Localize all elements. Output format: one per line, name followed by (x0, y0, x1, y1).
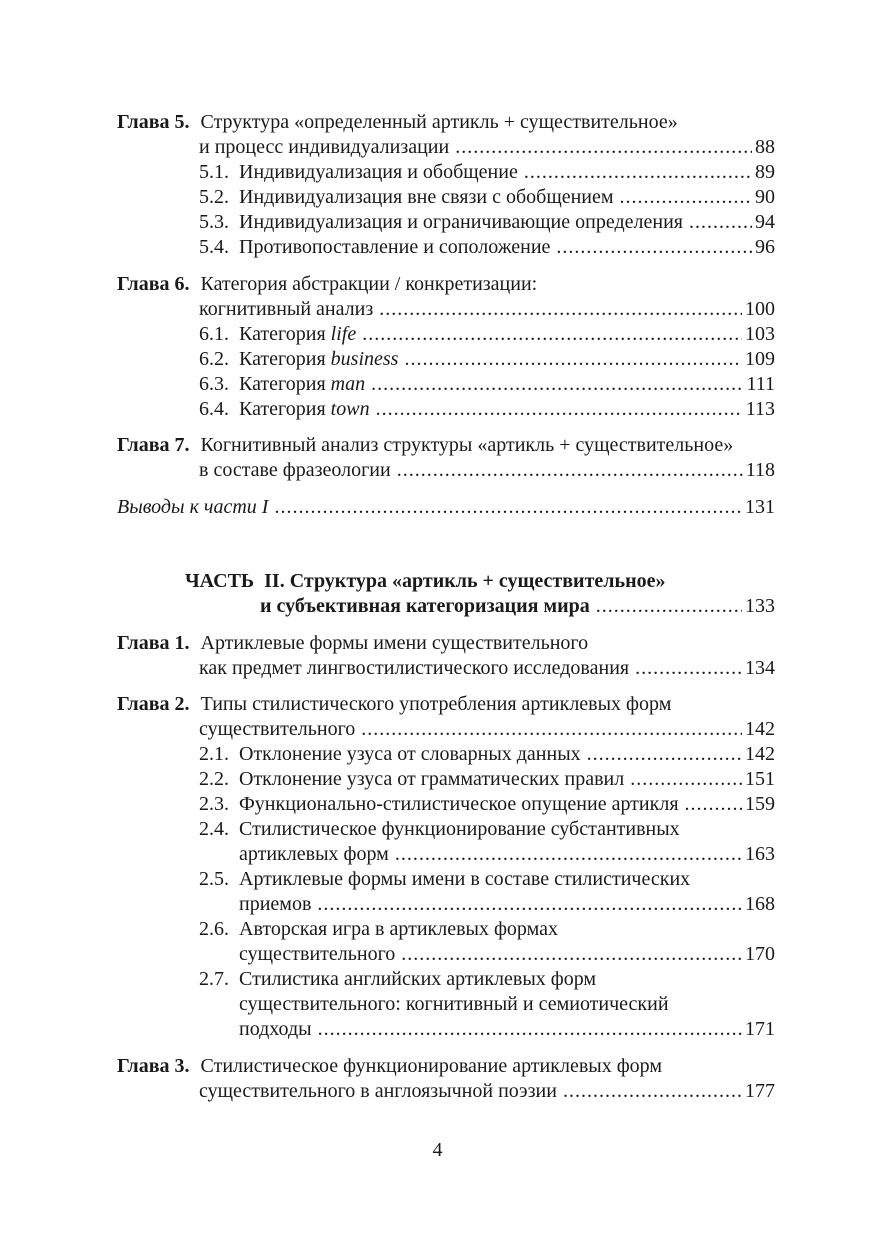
entry-title: Индивидуализация и обобщение (239, 161, 518, 183)
section-number: 5.1. (199, 161, 229, 183)
chapter-label: Глава 6. (117, 273, 190, 295)
chapter-title: Категория абстракции / конкретизации: (200, 273, 538, 295)
toc-entry-head (199, 917, 558, 942)
section-number: 2.6. (199, 918, 229, 940)
chapter-label: Глава 3. (117, 1055, 190, 1077)
entry-title: Отклонение узуса от словарных данных (239, 743, 581, 765)
entry-title: Функционально-стилистическое опущение артикля (239, 793, 679, 815)
chapter-label: Глава 1. (117, 632, 190, 654)
toc-entry[interactable] (239, 942, 775, 967)
page-ref: 96 (755, 236, 775, 258)
chapter-title: Артиклевые формы имени существительного (200, 632, 589, 654)
entry-title: Авторская игра в артиклевых формах (239, 918, 559, 940)
dot-leader (317, 892, 742, 917)
toc-entry-head (199, 817, 680, 842)
part-2-heading (185, 569, 665, 594)
page-ref: 90 (755, 186, 775, 208)
toc-entry[interactable] (199, 1079, 775, 1104)
page-ref: 131 (745, 496, 775, 518)
dot-leader (395, 842, 742, 867)
page-ref: 142 (745, 718, 775, 740)
entry-term: life (330, 323, 357, 345)
entry-title: существительного: когнитивный и семиотический (239, 993, 669, 1015)
toc-entry[interactable] (199, 372, 775, 397)
section-number: 5.2. (199, 186, 229, 208)
page-ref: 89 (755, 161, 775, 183)
toc-chapter-6 (117, 272, 537, 297)
toc-entry-head (199, 967, 596, 992)
entry-title: и процесс индивидуализации (199, 136, 450, 158)
chapter-label: Глава 5. (117, 111, 190, 133)
toc-chapter-2 (117, 692, 671, 717)
toc-chapter-3 (117, 1054, 662, 1079)
toc-entry[interactable] (260, 594, 775, 619)
dot-leader (685, 792, 742, 817)
page-ref: 142 (745, 743, 775, 765)
entry-title: Стилистическое функционирование субстантивных (239, 818, 680, 840)
toc-entry[interactable] (199, 185, 775, 210)
dot-leader (361, 717, 742, 742)
dot-leader (397, 458, 743, 483)
toc-entry-head (199, 867, 690, 892)
entry-title: в составе фразеологии (199, 459, 391, 481)
toc-entry[interactable] (199, 347, 775, 372)
toc-entry[interactable] (239, 842, 775, 867)
page-ref: 94 (755, 211, 775, 233)
toc-conclusions[interactable] (117, 495, 775, 520)
page-ref: 151 (745, 768, 775, 790)
entry-title: существительного (239, 943, 396, 965)
dot-leader (274, 495, 742, 520)
page-ref: 159 (745, 793, 775, 815)
page-ref: 163 (745, 843, 775, 865)
section-number: 2.1. (199, 743, 229, 765)
part-subtitle: и субъективная категоризация мира (260, 595, 590, 617)
entry-title: Противопоставление и соположение (239, 236, 551, 258)
dot-leader (455, 135, 752, 160)
section-number: 2.3. (199, 793, 229, 815)
toc-entry[interactable] (199, 717, 775, 742)
entry-title: Категория (239, 323, 326, 345)
dot-leader (318, 1017, 742, 1042)
dot-leader (379, 297, 742, 322)
section-number: 2.7. (199, 968, 229, 990)
dot-leader (371, 372, 743, 397)
toc-chapter-5 (117, 110, 678, 135)
page-ref: 113 (745, 398, 775, 420)
dot-leader (376, 397, 743, 422)
dot-leader (587, 742, 742, 767)
toc-chapter-1 (117, 631, 588, 656)
section-number: 6.3. (199, 373, 229, 395)
toc-entry-line (239, 992, 669, 1017)
toc-entry[interactable] (199, 397, 775, 422)
dot-leader (362, 322, 742, 347)
section-number: 2.2. (199, 768, 229, 790)
page-ref: 177 (745, 1080, 775, 1102)
chapter-title: Структура «определенный артикль + существительное» (200, 111, 678, 133)
entry-term: business (330, 348, 399, 370)
section-number: 6.4. (199, 398, 229, 420)
section-number: 5.3. (199, 211, 229, 233)
entry-title: артиклевых форм (239, 843, 389, 865)
toc-entry[interactable] (199, 235, 775, 260)
entry-title: как предмет лингвостилистического исследования (199, 657, 630, 679)
entry-title: Категория (239, 398, 326, 420)
entry-title: Отклонение узуса от грамматических правил (239, 768, 625, 790)
entry-term: town (330, 398, 370, 420)
page-number: 4 (432, 1139, 443, 1161)
section-number: 5.4. (199, 236, 229, 258)
entry-title: Индивидуализация вне связи с обобщением (239, 186, 614, 208)
part-title: ЧАСТЬ II. Структура «артикль + существительное» (185, 570, 666, 592)
entry-title: Индивидуализация и ограничивающие определения (239, 211, 683, 233)
page-ref: 100 (745, 298, 775, 320)
entry-title: Стилистика английских артиклевых форм (239, 968, 597, 990)
page-ref: 134 (745, 657, 775, 679)
chapter-label: Глава 7. (117, 434, 190, 456)
toc-entry[interactable] (199, 297, 775, 322)
toc-entry[interactable] (199, 742, 775, 767)
dot-leader (524, 160, 752, 185)
chapter-title: Стилистическое функционирование артиклевых форм (200, 1055, 663, 1077)
toc-entry[interactable] (199, 458, 775, 483)
page-ref: 170 (745, 943, 775, 965)
dot-leader (596, 594, 742, 619)
toc-entry[interactable] (199, 135, 775, 160)
dot-leader (401, 942, 742, 967)
chapter-title: Типы стилистического употребления артиклевых форм (200, 693, 672, 715)
chapter-label: Глава 2. (117, 693, 190, 715)
page-ref: 103 (745, 323, 775, 345)
entry-title: Артиклевые формы имени в составе стилистических (239, 868, 691, 890)
toc-entry[interactable] (199, 792, 775, 817)
entry-title: приемов (239, 893, 312, 915)
entry-title: подходы (239, 1018, 312, 1040)
entry-title: Категория (239, 348, 326, 370)
entry-title: когнитивный анализ (199, 298, 374, 320)
page-ref: 88 (755, 136, 775, 158)
chapter-title: Когнитивный анализ структуры «артикль + существительное» (200, 434, 734, 456)
toc-entry[interactable] (199, 322, 775, 347)
toc-entry[interactable] (199, 767, 775, 792)
dot-leader (404, 347, 742, 372)
entry-term: man (330, 373, 366, 395)
toc-entry[interactable] (239, 1017, 775, 1042)
dot-leader (635, 656, 742, 681)
entry-title: существительного в англоязычной поэзии (199, 1080, 557, 1102)
dot-leader (563, 1079, 742, 1104)
page-ref: 171 (745, 1018, 775, 1040)
section-number: 2.4. (199, 818, 229, 840)
dot-leader (556, 235, 752, 260)
toc-entry[interactable] (199, 656, 775, 681)
page-ref: 109 (745, 348, 775, 370)
toc-entry[interactable] (199, 160, 775, 185)
toc-entry[interactable] (199, 210, 775, 235)
entry-title: Выводы к части I (117, 496, 269, 518)
toc-chapter-7 (117, 433, 733, 458)
entry-title: Категория (239, 373, 326, 395)
toc-entry[interactable] (239, 892, 775, 917)
section-number: 6.1. (199, 323, 229, 345)
page-ref: 168 (745, 893, 775, 915)
page-ref: 133 (745, 595, 775, 617)
dot-leader (630, 767, 742, 792)
page-ref: 111 (746, 373, 775, 395)
page-ref: 118 (745, 459, 775, 481)
dot-leader (689, 210, 752, 235)
entry-title: существительного (199, 718, 356, 740)
dot-leader (620, 185, 752, 210)
section-number: 6.2. (199, 348, 229, 370)
section-number: 2.5. (199, 868, 229, 890)
